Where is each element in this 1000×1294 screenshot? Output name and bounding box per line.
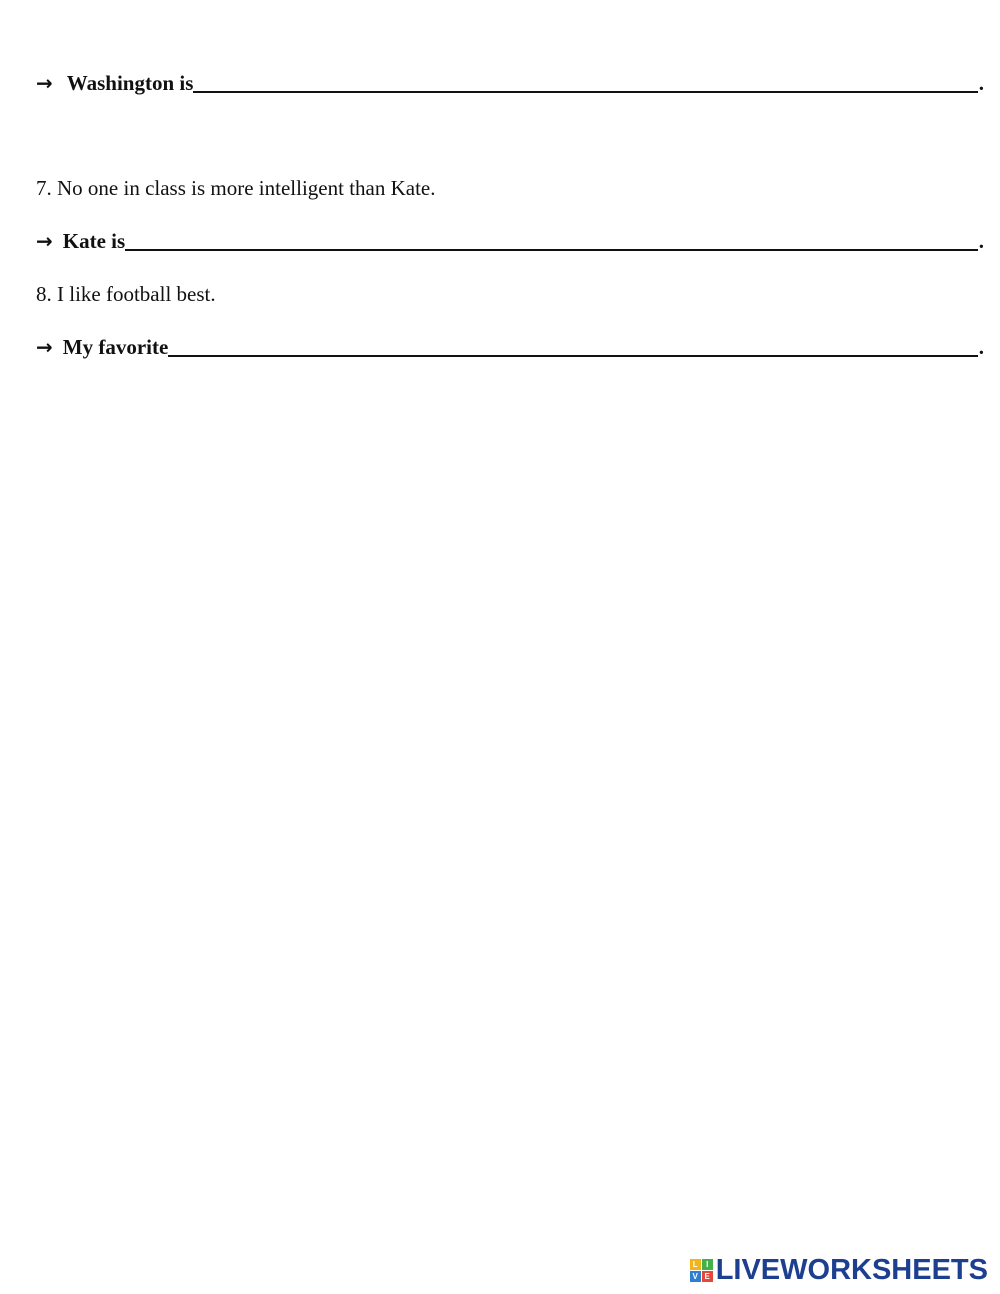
answer-row-favorite xyxy=(36,334,984,360)
answer-input-favorite[interactable] xyxy=(168,335,977,357)
logo-text: LIVEWORKSHEETS xyxy=(715,1253,988,1286)
answer-input-washington[interactable] xyxy=(193,71,977,93)
answer-prefix: My favorite xyxy=(62,335,169,359)
answer-input-kate[interactable] xyxy=(125,229,978,251)
answer-period: . xyxy=(978,229,984,253)
answer-row-washington xyxy=(36,70,984,96)
answer-prefix: Kate is xyxy=(62,229,126,253)
arrow-right-icon: → xyxy=(36,71,53,95)
answer-period: . xyxy=(978,71,984,95)
answer-period: . xyxy=(978,335,984,359)
answer-prefix: Washington is xyxy=(66,71,194,95)
arrow-right-icon: → xyxy=(36,335,53,359)
question-8 xyxy=(36,281,984,307)
question-text: 7. No one in class is more intelligent than Kate. xyxy=(36,176,436,200)
logo-block: E xyxy=(702,1271,713,1282)
logo-block: L xyxy=(690,1259,701,1270)
question-7 xyxy=(36,175,984,201)
logo-blocks-icon xyxy=(690,1259,713,1282)
logo-block: I xyxy=(702,1259,713,1270)
logo-block: V xyxy=(690,1271,701,1282)
arrow-right-icon: → xyxy=(36,229,53,253)
liveworksheets-logo xyxy=(690,1254,988,1286)
answer-row-kate xyxy=(36,228,984,254)
question-text: 8. I like football best. xyxy=(36,282,216,306)
